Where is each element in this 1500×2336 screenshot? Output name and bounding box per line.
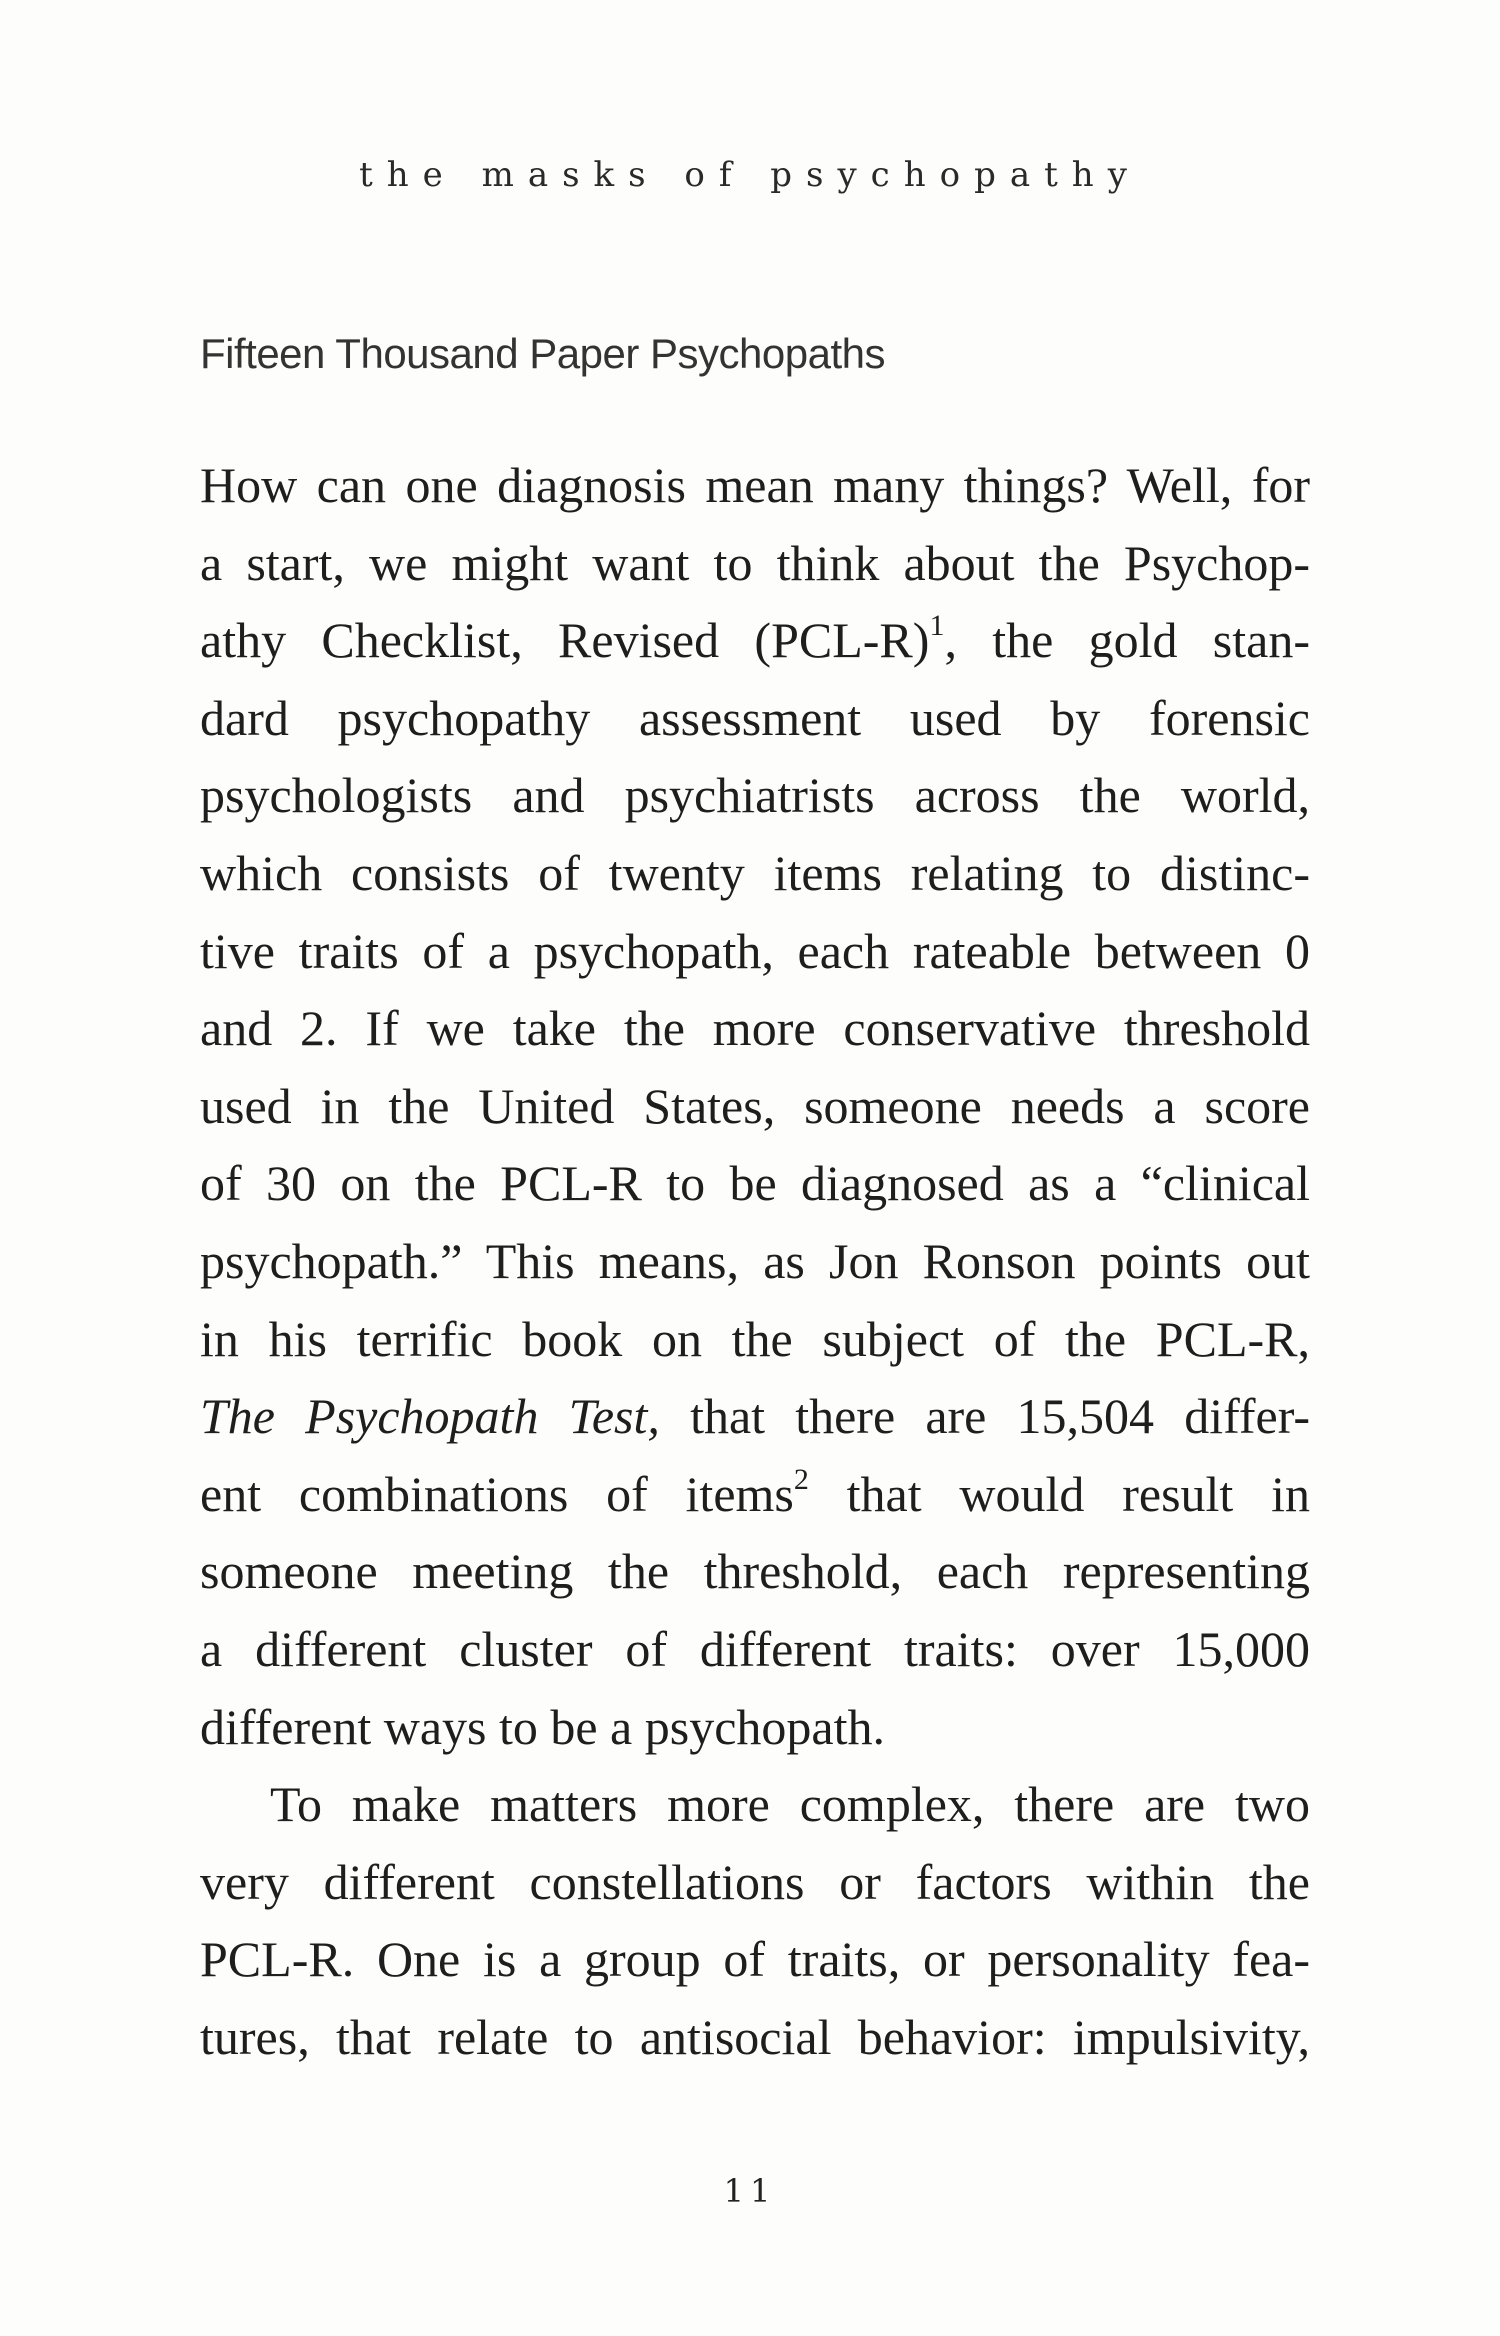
text-segment: PCL-R. One is a group of traits, or personality fea- [200,1931,1310,1988]
text-line [200,835,1310,913]
text-segment: which consists of twenty items relating to distinc- [200,844,1310,901]
text-line [200,990,1310,1068]
text-line [200,1611,1310,1689]
text-segment: How can one diagnosis mean many things? Well, for [200,457,1310,513]
text-line [200,1378,1310,1456]
text-line [200,1533,1310,1611]
text-line [200,1301,1310,1379]
footnote-marker: 1 [929,609,945,643]
text-line [200,525,1310,603]
text-line [200,602,1310,680]
text-segment: in his terrific book on the subject of the PCL-R, [200,1310,1310,1367]
text-segment: a different cluster of different traits: over 15,000 [200,1620,1310,1677]
footnote-marker: 2 [793,1462,809,1496]
text-segment: tures, that relate to antisocial behavior: impulsivity, [200,2008,1310,2065]
page-number: 11 [723,2172,777,2210]
text-line [200,1145,1310,1223]
text-segment: athy Checklist, Revised (PCL-R) [200,612,930,669]
text-segment: someone meeting the threshold, each representing [200,1543,1310,1600]
paragraph [200,447,1310,1766]
text-line [200,757,1310,835]
book-title: The Psychopath Test, [200,1388,660,1445]
section-title: Fifteen Thousand Paper Psychopaths [200,330,886,377]
running-head: the masks of psychopathy [359,155,1141,195]
text-segment: psychologists and psychiatrists across the world, [200,767,1310,824]
text-line [200,1689,1310,1767]
text-segment: and 2. If we take the more conservative threshold [200,1000,1310,1057]
body-text [200,447,1310,2076]
text-line [200,1068,1310,1146]
text-line [200,1999,1310,2077]
text-segment: , the gold stan- [944,612,1310,669]
text-segment: ent combinations of items [200,1465,794,1522]
text-segment: that would result in [808,1465,1310,1522]
text-segment: a start, we might want to think about the Psychop- [200,534,1310,591]
text-segment: used in the United States, someone needs a score [200,1077,1310,1134]
text-segment: tive traits of a psychopath, each rateable between 0 [200,922,1310,979]
text-segment: dard psychopathy assessment used by forensic [200,689,1310,746]
text-line [200,1456,1310,1534]
text-segment: that there are 15,504 differ- [659,1388,1310,1445]
text-segment: different ways to be a psychopath. [200,1698,885,1755]
text-line [200,913,1310,991]
text-line [200,1921,1310,1999]
text-line [200,1223,1310,1301]
text-line [200,447,1310,525]
text-line [200,680,1310,758]
text-segment: To make matters more complex, there are two [270,1776,1310,1833]
text-line [200,1766,1310,1844]
text-segment: of 30 on the PCL-R to be diagnosed as a “clinical [200,1155,1310,1212]
paragraph [200,1766,1310,2076]
text-line [200,1844,1310,1922]
text-segment: very different constellations or factors within the [200,1853,1310,1910]
text-segment: psychopath.” This means, as Jon Ronson points out [200,1232,1310,1289]
